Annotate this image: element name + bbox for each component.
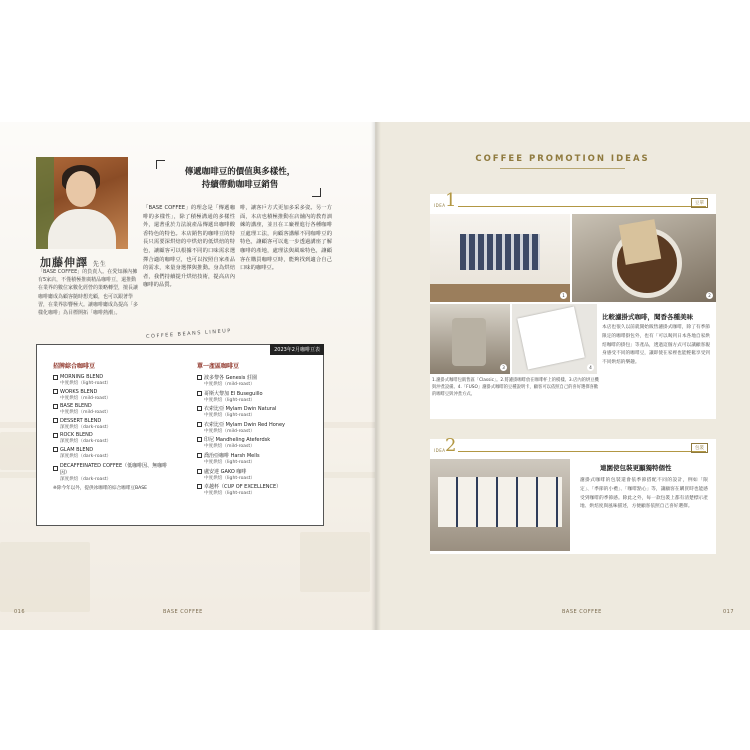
info-card — [517, 307, 585, 370]
checkbox-icon — [53, 389, 58, 394]
checkbox-icon — [197, 484, 202, 489]
body-column-2: 啡，讓客戶方式更加多采多姿。另一方面，本店也積極推動在店舖內的教育訓練的講座，並且在工廠裡進行各種咖啡豆處理工法，向顧客講解不同咖啡豆的特色，讓顧客可以進一步透過講座了解咖啡的產地，處理法與風味特色，讓顧客在購買咖啡豆時，能夠找到適合自己口味的咖啡豆。 — [240, 205, 332, 272]
checkbox-icon — [53, 418, 58, 423]
lineup-arc-title: COFFEE BEANS LINEUP — [145, 328, 233, 340]
lineup-item: 衣索比亞 Mylam Dwin Natural 中度烘焙（light-roast） — [197, 405, 317, 418]
lineup-item: DESSERT BLEND 深度烘焙（dark-roast） — [53, 418, 173, 430]
checkbox-icon — [53, 433, 58, 438]
running-footer-left: BASE COFFEE — [163, 609, 203, 615]
idea-2-body: 濾掛式咖啡的包裝還會依季節搭配不同的設計，例如「限定」、「季節的小禮」、「咖啡點心」等，讓顧客在購買時也能感受到咖啡的季節感。除此之外，每一款包裝上都有清楚標示產地、烘焙度與風味描述，方便顧客依照自己喜好選擇。 — [580, 478, 708, 510]
body-column-1: 「BASE COFFEE」的理念是「傳遞咖啡的多樣性」，除了積極溝通的多樣性外，還著重於力法說產品傳遞出咖啡酸香特色的特色。本店銷售的咖啡豆的特長只需要深烘焙的中烘焙的低烘焙的特色，讓顧客可以根據不同的口味需求選擇合適的咖啡豆，也可以按照自家產品的需求，來量身選擇與推動。身為烘焙者，我們持續提升烘焙技術，提高店內咖啡的品質。 — [143, 205, 235, 289]
left-page — [0, 122, 375, 630]
photo-info-cards — [512, 304, 597, 374]
running-footer-right: BASE COFFEE — [562, 609, 602, 615]
lineup-item: 盧安達 GAKO 咖啡 中度烘焙（light-roast） — [197, 468, 317, 481]
photo-packaging-display — [430, 459, 570, 551]
page-number-left: 016 — [14, 609, 26, 615]
photo-roaster — [430, 304, 510, 374]
idea-tag: IDEA — [434, 203, 446, 208]
idea-2-card — [430, 435, 716, 554]
idea-rule — [458, 451, 706, 452]
lineup-item: 波多黎各 Genesis 莊園 中度烘焙（mild-roast） — [197, 374, 317, 387]
lineup-item: 哥斯大黎加 El Buseguillo 中度烘焙（light-roast） — [197, 390, 317, 403]
checkbox-icon — [53, 466, 58, 471]
profile-photo — [36, 157, 128, 249]
lineup-item: 印尼 Mandheling Ateferdsk 中度烘焙（mild-roast） — [197, 436, 317, 449]
roaster-machine — [452, 318, 486, 366]
lineup-item: GLAM BLEND 深度烘焙（dark-roast） — [53, 447, 173, 459]
beans-lineup-box — [36, 344, 324, 526]
checkbox-icon — [53, 404, 58, 409]
idea-1-caption: 1.濾掛式咖啡包販售區「Classic」。2.將濾掛咖啡放在咖啡杯上的模樣。3.店內的烘豆機與沖煮設備。4.「FUSO」濾掛式咖啡的豆種說明卡，顧客可以依照自己的喜好選擇喜歡的咖啡豆與沖煮方式。 — [432, 378, 599, 397]
checkbox-icon — [197, 406, 202, 411]
lineup-item: ROCK BLEND 深度烘焙（dark-roast） — [53, 432, 173, 444]
book-gutter — [371, 122, 381, 630]
idea-number: 2 — [445, 435, 457, 456]
drip-bag-packages — [438, 477, 562, 527]
lineup-blends-column — [53, 361, 173, 491]
lineup-single-origin-heading: 單一產區咖啡豆 — [197, 363, 240, 370]
idea-badge: 豆單 — [691, 198, 708, 208]
lineup-item: MORNING BLEND 中度烘焙（light-roast） — [53, 374, 173, 386]
idea-tag: IDEA — [434, 448, 446, 453]
idea-rule — [458, 206, 706, 207]
checkbox-icon — [197, 422, 202, 427]
idea-2-heading: 連園使包裝更顯獨特個性 — [600, 464, 672, 472]
photo-number: 2 — [706, 292, 713, 299]
lineup-item: BASE BLEND 中度烘焙（mild-roast） — [53, 403, 173, 415]
lineup-item: 喬治亞咖啡 Harsh Mells 中度烘焙（light-roast） — [197, 452, 317, 465]
lineup-date-label: 2023年2月咖啡豆表 — [270, 344, 324, 355]
checkbox-icon — [53, 375, 58, 380]
lineup-blends-heading: 招牌綜合咖啡豆 — [53, 363, 96, 370]
headline-bracket — [312, 188, 321, 197]
page-number-right: 017 — [723, 609, 735, 615]
checkbox-icon — [53, 447, 58, 452]
book-spread — [0, 122, 750, 630]
lineup-item: 卓越杯（CUP OF EXCELLENCE） 中度烘焙（light-roast） — [197, 483, 317, 496]
checkbox-icon — [197, 453, 202, 458]
coffee-bag-rack — [460, 234, 540, 270]
drip-bag — [619, 219, 661, 265]
idea-number: 1 — [445, 190, 457, 211]
photo-number: 1 — [560, 292, 567, 299]
idea-1-heading: 比較濾掛式咖啡，聞香各種美味 — [602, 313, 693, 321]
checkbox-icon — [197, 437, 202, 442]
lineup-item: DECAFFEINATED COFFEE（低咖啡因、無咖啡因） 深度烘焙（dark-roast） — [53, 462, 173, 482]
checkbox-icon — [197, 469, 202, 474]
article-headline: 傳遞咖啡豆的價值與多樣性， 持續帶動咖啡豆銷售 — [184, 167, 296, 190]
idea-1-card — [430, 190, 716, 419]
checkbox-icon — [197, 375, 202, 380]
lineup-single-origin-column — [197, 361, 317, 499]
headline-bracket — [156, 160, 165, 169]
right-page — [375, 122, 750, 630]
lineup-item: WORKS BLEND 中度烘焙（mild-roast） — [53, 389, 173, 401]
lineup-item: 衣索比亞 Mylam Dwin Red Honey 中度烘焙（mild-roast） — [197, 421, 317, 434]
photo-number: 4 — [587, 364, 594, 371]
profile-bio: 「BASE COFFEE」的負責人。在愛知縣內擁有5家店，不僅積極推廣精品咖啡豆，還推動在業界的數位家數化經營的策略轉型，擅長讓咖啡廳成為顧客隨時想光顧，也可以跟著學習，在業界影響極大。讓咖啡廳成為提高「多樣化咖啡」為目標開拓「咖啡熱潮」。 — [38, 269, 139, 317]
photo-drip-bag-cup — [572, 214, 716, 302]
photo-shelf-display — [430, 214, 570, 302]
photo-number: 3 — [500, 364, 507, 371]
checkbox-icon — [197, 391, 202, 396]
idea-badge: 包裝 — [691, 443, 708, 453]
profile-name: 加藤伸譯 先生 — [40, 256, 107, 269]
title-rule — [500, 168, 625, 169]
idea-1-body: 本店也很久以前就開始販售濾掛式咖啡，除了有季節限定的咖啡掛包外，也有「可以喝到日本各地自家烘焙咖啡的掛包」等產品，透過這個方式可以讓顧客親身感受不同的咖啡豆，讓即使在家裡也能輕鬆享受到不同烘焙的樂趣。 — [602, 325, 710, 366]
counter-top — [430, 284, 570, 302]
lineup-note: ※除今年以外，提供冰咖啡的綜合咖啡豆BASE — [53, 485, 148, 491]
section-title: COFFEE PROMOTION IDEAS — [475, 154, 650, 164]
